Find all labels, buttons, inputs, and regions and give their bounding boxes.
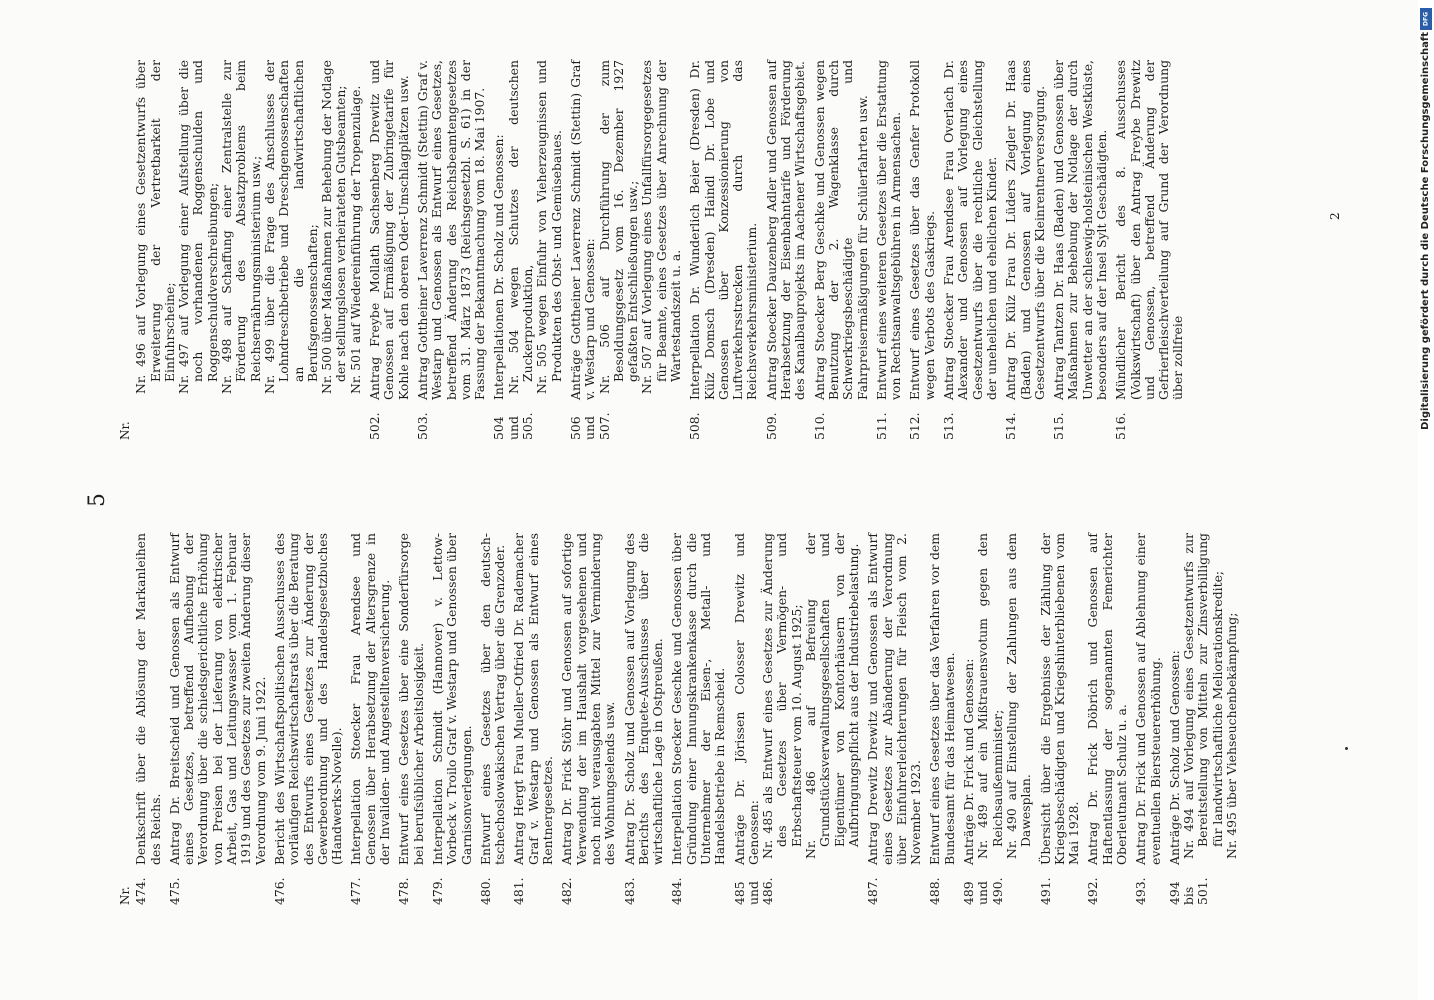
entry-number: 515. (1051, 412, 1067, 440)
left-entry-list (134, 533, 1239, 905)
entry-number: 493. (1133, 877, 1149, 905)
entry-text (1086, 533, 1129, 865)
entry-number: 484. (669, 877, 685, 905)
entry-text (479, 533, 508, 865)
list-item (431, 533, 474, 905)
entry-title: Interpellation Stoecker Frau Arendsee und Genossen über Herabsetzung der Altersgrenze in der Invaliden- und Angestelltenversicherung. (348, 533, 393, 865)
dfg-logo-icon: DFG (1420, 8, 1432, 30)
entry-subitem: Nr. 497 auf Vorlegung einer Aufstellung über die noch vorhandenen Roggenschulden und Roggenschuldverschreibungen; (176, 60, 220, 394)
list-item (560, 533, 617, 905)
entry-title: Interpellation Schmidt (Hannover) v. Lettow-Vorbeck v. Troilo Graf v. Westarp und Genossen über Garnisonverlegungen. (429, 533, 474, 865)
list-item (813, 60, 870, 440)
entry-title: Entwurf eines Gesetzes über das Genfer Protokoll wegen Verbots des Gaskriegs. (907, 60, 937, 400)
list-item (569, 60, 683, 440)
entry-text (813, 60, 870, 400)
entry-text (1168, 533, 1239, 865)
entry-title: Anträge Dr. Scholz und Genossen: (1166, 650, 1182, 865)
entry-text (1052, 60, 1109, 400)
right-column (118, 60, 1348, 440)
entry-title: Denkschrift über die Ablösung der Markanleihen des Reichs. (133, 533, 163, 865)
entry-text (168, 533, 268, 865)
list-item (168, 533, 268, 905)
entry-title: Antrag Drewitz Drewitz und Genossen als Entwurf eines Gesetzes zur Abänderung der Verordnung über Einfuhrerleichterungen für Fleisch vom 2. November 1923. (865, 533, 924, 865)
entry-number (134, 400, 363, 440)
entry-text (875, 60, 904, 400)
entry-text (733, 533, 862, 865)
entry-subitem: Nr. 500 über Maßnahmen zur Behebung der Notlage der stellungslosen verheirateten Gutsbeamten; (319, 60, 349, 394)
entry-number: 502. (367, 412, 383, 440)
entry-subitem: Nr. 489 auf ein Mißtrauensvotum gegen den Reichsaußenminister; (975, 533, 1005, 859)
entry-number: 513. (941, 412, 957, 440)
entry-text (688, 60, 759, 400)
entry-number: 487. (865, 877, 881, 905)
entry-subitem: Nr. 485 als Entwurf eines Gesetzes zur Änderung des Gesetzes über Vermögen- und Erbschaftsteuer vom 10. August 1925; (760, 533, 804, 859)
entry-number: 491. (1037, 877, 1053, 905)
page-number: 5 (85, 493, 110, 507)
list-item (397, 533, 426, 905)
list-item (1004, 60, 1047, 440)
list-item (368, 60, 411, 440)
entry-title: Entwurf eines Gesetzes über den deutsch-tschechoslowakischen Vertrag über die Grenzoder. (477, 533, 508, 865)
entry-number: 488. (927, 877, 943, 905)
entry-number: 479. (429, 877, 445, 905)
list-item (479, 533, 508, 905)
entry-title: Entwurf eines Gesetzes über das Verfahren vor dem Bundesamt für das Heimatwesen. (927, 533, 957, 865)
entry-number: 477. (348, 877, 364, 905)
entry-number: 478. (396, 877, 412, 905)
entry-number: 481. (511, 877, 527, 905)
entry-text (134, 60, 363, 400)
entry-text (623, 533, 666, 865)
entry-text (942, 60, 999, 400)
entry-number: 483. (621, 877, 637, 905)
list-item (962, 533, 1033, 905)
entry-text (1039, 533, 1082, 865)
entry-title: Anträge Dr. Frick und Genossen: (961, 658, 977, 865)
list-item (512, 533, 555, 905)
entry-text (908, 60, 937, 400)
entry-title: Antrag Hergt Frau Mueller-Otfried Dr. Rademacher Graf v. Westarp und Genossen als Entwurf eines Rentnergesetzes. (511, 533, 556, 865)
entry-title: Antrag Stoecker Berg Geschke und Genossen wegen Benutzung der 2. Wagenklasse durch Schwerkriegsbeschädigte und Fahrpreisermäßigungen für Schülerfahrten usw. (811, 60, 870, 400)
entry-subitem: Nr. 499 über die Frage des Anschlusses der Lohndreschbetriebe und Dreschgenossenschaften an die landwirtschaftlichen Berufsgenossenschaften; (261, 60, 320, 394)
entry-text (368, 60, 411, 400)
list-item (1052, 60, 1109, 440)
entry-subitem: Nr. 496 auf Vorlegung eines Gesetzentwurfs über Erweiterung der Vertretbarkeit der Einfuhrscheine; (133, 60, 177, 394)
entry-number: 506 und 507. (567, 412, 612, 440)
entry-title: Antrag Dr. Frick Stöhr und Genossen auf sofortige Verwendung der im Haushalt vorgesehenen und noch nicht verausgabten Mittel zur Verminderung des Wohnungselends usw. (559, 533, 618, 865)
right-entry-list (134, 60, 1185, 440)
list-item (928, 533, 957, 905)
entry-text (1004, 60, 1047, 400)
entry-number: 492. (1085, 877, 1101, 905)
list-item (134, 533, 163, 905)
entry-number: 516. (1113, 412, 1129, 440)
entry-text (765, 60, 808, 400)
entry-title: Antrag Tantzen Dr. Haas (Baden) und Genossen über Maßnahmen zur Behebung der Notlage der durch Unwetter an der schleswig-holsteinischen Westküste, besonders auf der Insel Sylt Geschädigten. (1051, 60, 1109, 400)
entry-title: Antrag Dr. Frick Döbrich und Genossen auf Haftentlassung der sogenannten Femerichter Oberleutnant Schulz u. a. (1085, 533, 1129, 865)
entry-text (492, 60, 563, 400)
list-item (688, 60, 759, 440)
entry-subitem: Nr. 495 über Viehseuchenbekämpfung; (1224, 612, 1240, 859)
entry-title: Entwurf eines weiteren Gesetzes über die Erstattung von Rechtsanwaltsgebühren in Armensachen. (873, 60, 904, 400)
entry-number: 489 und 490. (961, 877, 1005, 905)
entry-text (962, 533, 1033, 865)
entry-text (416, 60, 487, 400)
entry-text (431, 533, 474, 865)
print-speck (1345, 747, 1348, 750)
entry-text (866, 533, 923, 865)
entry-number: 504 und 505. (491, 412, 536, 440)
entry-title: Anträge Dr. Jörissen Colosser Drewitz und Genossen: (731, 533, 761, 865)
entry-text (1134, 533, 1163, 865)
entry-text (134, 533, 163, 865)
entry-subitem: Nr. 507 auf Vorlegung eines Unfallfürsorgegesetzes für Beamte, eines Gesetzes über Anrechnung der Wartestandszeit u. a. (639, 60, 683, 394)
list-item (349, 533, 392, 905)
entry-number: 510. (811, 412, 827, 440)
entry-title: Antrag Freybe Mollath Sachsenberg Drewitz und Genossen auf Ermäßigung der Zubringetarife für Kohle nach den oberen Oder-Umschlagplätzen usw. (367, 60, 411, 400)
entry-subitem: Nr. 505 wegen Einfuhr von Vieherzeugnissen und Produkten des Obst- und Gemüsebaues. (534, 60, 564, 394)
entry-title: Mündlicher Bericht des 8. Ausschusses (Volkswirtschaft) über den Antrag Freybe Drewitz und Genossen, betreffend Änderung der Gefrierfleischverteilung auf Grund der Verordnung über zollfreie (1113, 60, 1186, 400)
entry-subitem: Nr. 501 auf Wiedereinführung der Tropenzulage. (347, 85, 363, 394)
list-item (942, 60, 999, 440)
entry-number: 512. (907, 412, 923, 440)
list-item (273, 533, 344, 905)
entry-title: Interpellation Dr. Wunderlich Beier (Dresden) Dr. Külz Domsch (Dresden) Haindl Dr. Lobe und Genossen über Konzessionierung von Luftverkehrsstrecken durch das Reichsverkehrsministerium. (687, 60, 760, 400)
funding-notice: Digitalisierung gefördert durch die Deutsche Forschungsgemeinschaft (1420, 32, 1431, 430)
entry-title: Antrag Dr. Scholz und Genossen auf Vorlegung des Berichts des Enquete-Ausschusses über die wirtschaftliche Lage in Ostpreußen. (621, 533, 666, 865)
entry-subitem: Nr. 504 wegen Schutzes der deutschen Zuckerproduktion, (505, 60, 536, 394)
list-item (908, 60, 937, 440)
entry-number: 511. (873, 412, 889, 440)
entry-subitem: Nr. 494 auf Vorlegung eines Gesetzentwurfs zur Bereitstellung von Mitteln zur Zinsverbilligung für landwirtschaftliche Meliorationskredite; (1181, 533, 1225, 859)
list-item (1134, 533, 1163, 905)
entry-text (273, 533, 344, 865)
entry-number: 508. (687, 412, 703, 440)
entry-text (569, 60, 683, 400)
entry-number: 476. (271, 877, 287, 905)
list-item (866, 533, 923, 905)
list-item (1168, 533, 1239, 905)
entry-text (670, 533, 727, 865)
list-item (1114, 60, 1185, 440)
entry-number: 480. (477, 877, 493, 905)
entry-number: 482. (559, 877, 575, 905)
entry-text (560, 533, 617, 865)
left-column (118, 533, 1348, 905)
entry-number: 475. (166, 877, 182, 905)
entry-text (349, 533, 392, 865)
entry-number: 509. (763, 412, 779, 440)
list-item (733, 533, 862, 905)
entry-number: 503. (414, 412, 430, 440)
entry-title: Antrag Dr. Breitscheid und Genossen als Entwurf eines Gesetzes, betreffend Aufhebung der Verordnung über die schiedsgerichtliche Erhöhung von Preisen bei der Lieferung von elektrischer Arbeit, Gas und Leitungswasser vom 1. Februar 1919 und des Gesetzes zur zweiten Änderung dieser Verordnung vom 9. Juni 1922. (166, 533, 268, 865)
entry-text (397, 533, 426, 865)
column-header-nr: Nr. (118, 886, 132, 905)
entry-title: Interpellation Stoecker Geschke und Genossen über Gründung einer Innungskrankenkasse durch die Unternehmer der Eisen-, Metall- und Handelsbetriebe in Remscheid. (669, 533, 728, 865)
entry-subitem: Nr. 498 auf Schaffung einer Zentralstelle zur Förderung des Absatzproblems beim Reichsernährungsministerium usw.; (219, 60, 263, 394)
entry-title: Antrag Stoecker Frau Arendsee Frau Overlach Dr. Alexander und Genossen auf Vorlegung eines Gesetzentwurfs über die rechtliche Gleichstellung der unehelichen und ehelichen Kinder. (941, 60, 999, 400)
entry-title: Antrag Gottheiner Laverrenz Schmidt (Stettin) Graf v. Westarp und Genossen als Entwurf eines Gesetzes, betreffend Änderung des Reichsbeamtengesetzes vom 31. März 1873 (Reichsgesetzbl. S. 61) in der Fassung der Bekanntmachung vom 18. Mai 1907. (414, 60, 488, 400)
list-item (623, 533, 666, 905)
entry-text (928, 533, 957, 865)
entry-title: Entwurf eines Gesetzes über eine Sonderfürsorge bei berufsüblicher Arbeitslosigkeit. (396, 533, 426, 865)
entry-number: 514. (1003, 412, 1019, 440)
list-item (875, 60, 904, 440)
sheet-signature-number: 2 (1328, 212, 1342, 220)
list-item (134, 60, 363, 440)
list-item (765, 60, 808, 440)
list-item (670, 533, 727, 905)
entry-text (512, 533, 555, 865)
list-item (1086, 533, 1129, 905)
entry-title: Anträge Gottheiner Laverrenz Schmidt (Stettin) Graf v. Westarp und Genossen: (567, 60, 598, 400)
entry-number: 494 bis 501. (1166, 877, 1211, 905)
entry-subitem: Nr. 506 auf Durchführung der zum Besoldungsgesetz vom 16. Dezember 1927 gefaßten Entschließungen usw.; (596, 60, 641, 394)
entry-title: Bericht des Wirtschaftspolitischen Ausschusses des vorläufigen Reichswirtschaftsrats über die Beratung des Entwurfs eines Gesetzes zur Änderung der Gewerbeordnung und des Handelsgesetzbuches (Handwerks-Novelle). (271, 533, 345, 865)
entry-subitem: Nr. 490 auf Einstellung der Zahlungen aus dem Dawesplan. (1003, 533, 1034, 859)
entry-title: Antrag Dr. Frick und Genossen auf Ablehnung einer eventuellen Biersteuererhöhung. (1133, 533, 1163, 865)
entry-number: 485 und 486. (731, 877, 776, 905)
entry-title: Interpellationen Dr. Scholz und Genossen: (491, 134, 507, 400)
entry-number: 474. (133, 877, 149, 905)
entry-text (1114, 60, 1185, 400)
list-item (416, 60, 487, 440)
column-header-nr: Nr. (118, 421, 132, 440)
entry-title: Antrag Dr. Külz Frau Dr. Lüders Ziegler Dr. Haas (Baden) und Genossen auf Vorlegung eines Gesetzentwurfs über die Kleinrentnerversorgung. (1003, 60, 1047, 400)
entry-subitem: Nr. 486 auf Befreiung der Grundstücksverwaltungsgesellschaften und Eigentümer von Kontorhäusern von der Aufbringungspflicht aus der Industriebelastung. (803, 533, 861, 859)
entry-title: Übersicht über die Ergebnisse der Zählung der Kriegsbeschädigten und Kriegshinterbliebenen vom Mai 1928. (1037, 533, 1082, 865)
entry-title: Antrag Stoecker Dauzenberg Adler und Genossen auf Herabsetzung der Eisenbahntarife und Förderung des Kanalbauprojekts im Aachener Wirtschaftsgebiet. (763, 60, 808, 400)
list-item (1039, 533, 1082, 905)
list-item (492, 60, 563, 440)
